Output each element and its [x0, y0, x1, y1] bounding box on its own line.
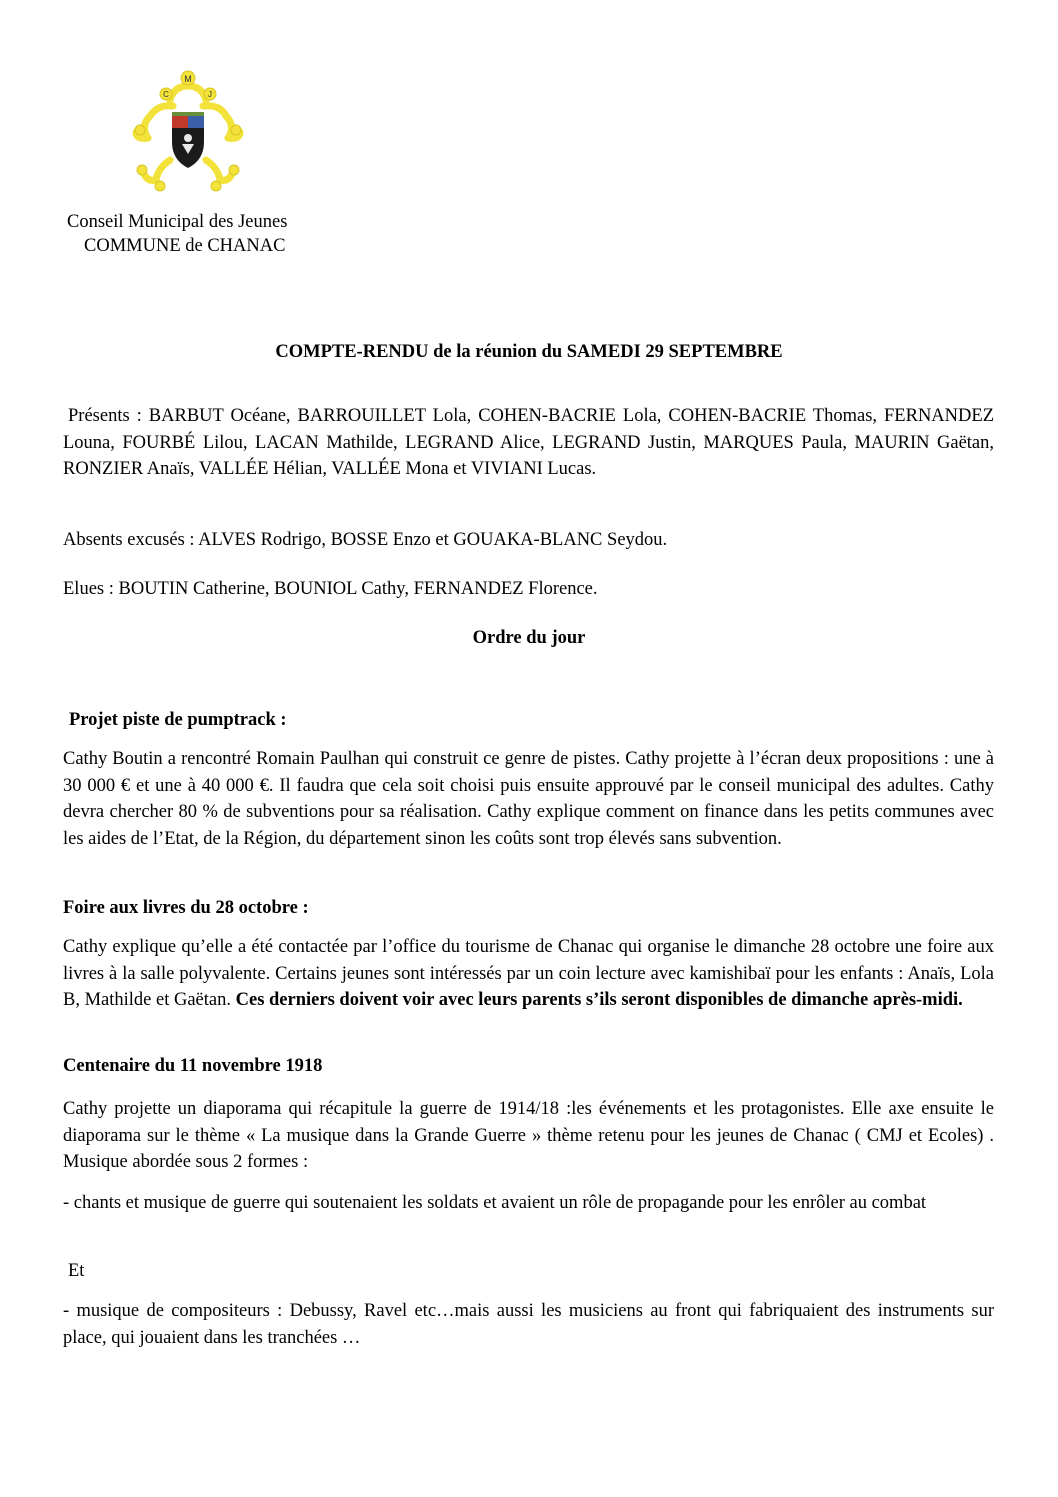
absents-paragraph: Absents excusés : ALVES Rodrigo, BOSSE Enzo et GOUAKA-BLANC Seydou.	[63, 530, 668, 550]
pumptrack-paragraph: Cathy Boutin a rencontré Romain Paulhan qui construit ce genre de pistes. Cathy projette à l’écran deux propositions : une à 30 000 € et une à 40 000 €. Il faudra que cela soit choisi puis ensuite approuvé par le conseil municipal des adultes. Cathy devra chercher 80 % de subventions pour sa réalisation. Cathy explique comment on finance dans les petits communes avec les aides de l’Etat, de la Région, du département sinon les coûts sont trop élevés sans subvention.	[63, 749, 994, 850]
document-title: COMPTE-RENDU de la réunion du SAMEDI 29 SEPTEMBRE	[275, 342, 783, 362]
section-heading-foire: Foire aux livres du 28 octobre :	[63, 898, 309, 918]
centenaire-paragraph: Cathy projette un diaporama qui récapitule la guerre de 1914/18 :les événements et les protagonistes. Elle axe ensuite le diaporama sur le thème « La musique dans la Grande Guerre » thème retenu pour les jeunes de Chanac ( CMJ et Ecoles) . Musique abordée sous 2 formes :	[63, 1099, 994, 1173]
centenaire-et: Et	[68, 1261, 85, 1281]
presents-paragraph: Présents : BARBUT Océane, BARROUILLET Lola, COHEN-BACRIE Lola, COHEN-BACRIE Thomas, FERNANDEZ Louna, FOURBÉ Lilou, LACAN Mathilde, LEGRAND Alice, LEGRAND Justin, MARQUES Paula, MAURIN Gaëtan, RONZIER Anaïs, VALLÉE Hélian, VALLÉE Mona et VIVIANI Lucas.	[63, 406, 994, 480]
foire-paragraph	[63, 934, 994, 1014]
logo-letter-m: M	[184, 74, 192, 84]
foire-text: Cathy explique qu’elle a été contactée par l’office du tourisme de Chanac qui organise le dimanche 28 octobre une foire aux livres à la salle polyvalente. Certains jeunes sont intéressés par un coin lecture avec kamishibaï pour les enfants : Anaïs, Lola B, Mathilde et Gaëtan.	[63, 937, 994, 1011]
cmj-logo	[128, 64, 248, 194]
foire-bold-text: Ces derniers doivent voir avec leurs parents s’ils seront disponibles de dimanche après-midi.	[235, 990, 963, 1011]
agenda-title: Ordre du jour	[472, 628, 586, 648]
logo-letter-c: C	[163, 90, 169, 99]
organization-block	[67, 210, 287, 258]
coat-of-arms-shield-icon	[172, 112, 204, 168]
logo-letter-j: J	[208, 90, 212, 99]
centenaire-item-1: - chants et musique de guerre qui soutenaient les soldats et avaient un rôle de propagande pour les enrôler au combat	[63, 1193, 927, 1213]
section-heading-pumptrack: Projet piste de pumptrack :	[69, 710, 287, 730]
section-heading-centenaire: Centenaire du 11 novembre 1918	[63, 1056, 323, 1076]
elues-paragraph: Elues : BOUTIN Catherine, BOUNIOL Cathy, FERNANDEZ Florence.	[63, 579, 598, 599]
org-name: Conseil Municipal des Jeunes	[67, 212, 288, 232]
centenaire-item-2: - musique de compositeurs : Debussy, Ravel etc…mais aussi les musiciens au front qui fabriquaient des instruments sur place, qui jouaient dans les tranchées …	[63, 1301, 994, 1348]
commune-name: COMMUNE de CHANAC	[84, 236, 286, 256]
